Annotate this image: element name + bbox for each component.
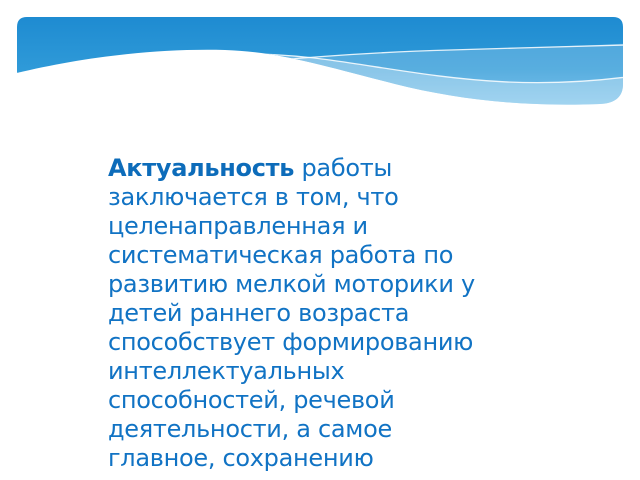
body-text-line: систематическая работа по bbox=[108, 241, 454, 269]
body-text-line: целенаправленная и bbox=[108, 212, 368, 240]
wave-banner-graphic bbox=[0, 0, 640, 130]
body-text bbox=[108, 154, 548, 473]
body-text-line: главное, сохранению bbox=[108, 444, 374, 472]
body-text-line: развитию мелкой моторики у bbox=[108, 270, 475, 298]
body-text-line: заключается в том, что bbox=[108, 183, 399, 211]
body-text-line: способностей, речевой bbox=[108, 386, 395, 414]
body-text-line: интеллектуальных bbox=[108, 357, 345, 385]
body-text-line bbox=[108, 154, 548, 183]
body-lead-rest: работы bbox=[294, 154, 393, 182]
body-text-line: способствует формированию bbox=[108, 328, 474, 356]
body-text-line: детей раннего возраста bbox=[108, 299, 410, 327]
body-lead-bold: Актуальность bbox=[108, 154, 295, 182]
body-text-line: деятельности, а самое bbox=[108, 415, 392, 443]
